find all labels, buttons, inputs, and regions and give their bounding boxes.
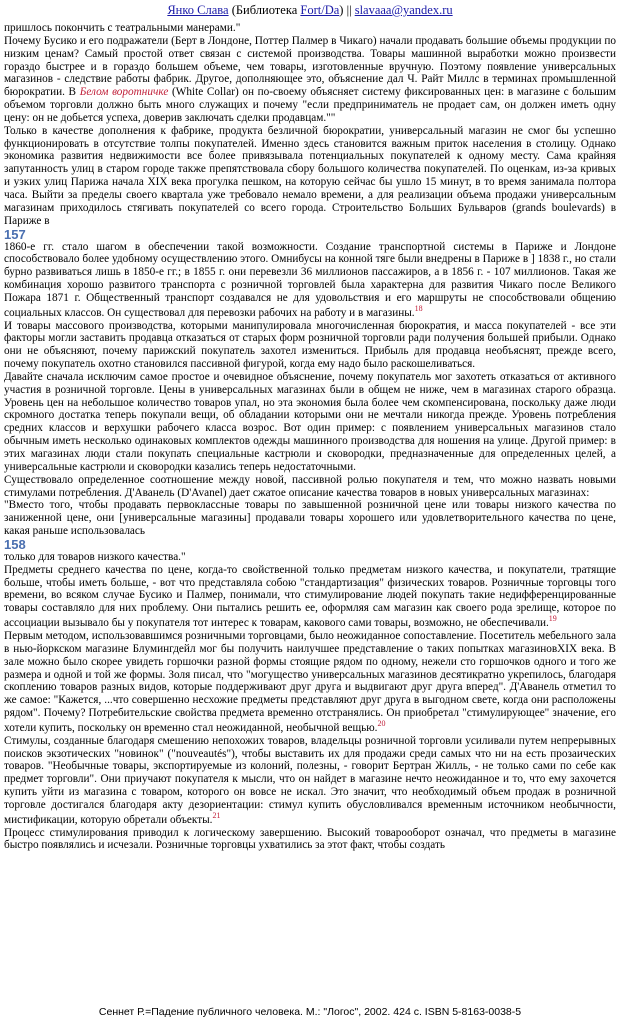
page-number-157: 157	[4, 226, 26, 242]
paragraph-text: Стимулы, созданные благодаря смешению непохожих товаров, владельцы розничной торговли усиливали путем непрерывных поисков экзотических "новинок" ("nouveautés"), чтобы выставить их для продажи среди самых что ни на есть прозаических товаров. "Необычные товары, экспортируемые из колоний, полезны, - говорит Бертран Жилль, - не только сами по себе как предмет торговли". Они приучают покупателя к мысли, что он найдет в магазине нечто неожиданное и то, что ему захочется купить уйти из магазина с товаром, которого он вовсе не искал. Это значит, что необходимый объем продаж в розничной торговле достигался благодаря акту дезориентации: стимул купить обусловливался временным источником необычности, мистификации, которую обретали объекты.	[4, 734, 616, 826]
footnote-21-link[interactable]: 21	[212, 810, 221, 820]
paragraph: И товары массового производства, которыми манипулировала многочисленная бюрократия, и масса покупателей - все эти факторы могли заставить продавца отказаться от старых форм розничной торговли ради получения большей прибыли. Однако они не объясняют, почему парижский покупатель захотел измениться. Прибыль для продавца необъяснят, прежде всего, почему покупатель охотно становился пассивной фигурой, когда ему надо было раскошеливаться.	[4, 319, 616, 371]
document-body	[4, 22, 616, 852]
library-open-text: (Библиотека	[228, 3, 301, 17]
library-close-text: ) ||	[339, 3, 355, 17]
page-header	[0, 2, 620, 18]
footnote-19-link[interactable]: 19	[548, 614, 557, 624]
paragraph: Процесс стимулирования приводил к логическому завершению. Высокий товарооборот означал, что предметы в магазине быстро появлялись и исчезали. Розничные торговцы ухватились за этот факт, чтобы создать	[4, 826, 616, 852]
paragraph	[4, 630, 616, 735]
book-title-link[interactable]: Белом воротничке	[79, 86, 169, 99]
quote-paragraph: "Вместо того, чтобы продавать первоклассные товары по завышенной розничной цене или товары низкого качества по заниженной цене, они [универсальные магазины] продавали товары хорошего или удовлетворительного качества по цене, какая раньше использовалась	[4, 499, 616, 538]
paragraph: Давайте сначала исключим самое простое и очевидное объяснение, почему покупатель мог захотеть отказаться от активного участия в розничной торговле. Цены в универсальных магазинах были в общем не ниже, чем в магазинах старого образца. Уровень цен на небольшое количество товаров упал, но эта экономия была более чем скомпенсирована, поскольку даже люди скромного достатка теперь покупали вещи, об обладании которыми они не мечтали никогда прежде. Уровень потребления средних классов и верхушки рабочего класса возрос. Вот один пример: с появлением универсальных магазинов стало обычным иметь несколько одинаковых комплектов одежды машинного производства для ношения на улице. Другой пример: в этих магазинах люди стали покупать специальные кастрюли и сковородки, предназначенные для определенных целей, а универсальные кастрюли и сковородки казались теперь недостаточными.	[4, 370, 616, 473]
paragraph-text: Почему Бусико и его подражатели (Берт в Лондоне, Поттер Палмер в Чикаго) начали продавать большие объемы продукции по низким ценам? Самый простой ответ связан с системой производства. Товары машинной выработки можно произвести гораздо быстрее и в гораздо большем объеме, чем товары, изготовленные вручную. Поэтому появление универсальных магазинов - следствие работы фабрик. Другое, дополняющее это, объяснение дал Ч. Райт Миллс в терминах промышленной бюрократии. В	[4, 34, 616, 99]
paragraph-text: 1860-е гг. стало шагом в обеспечении такой возможности. Создание транспортной системы в Париже и Лондоне способствовало более удобному осуществлению этого. Омнибусы на конной тяге были внедрены в Париже в ] 1838 г., но стали бурно развиваться лишь в 1850-е гг.; в 1855 г. они перевезли 36 миллионов пассажиров, а в 1856 г. - 107 миллионов. Такая же комбинация хорошо развитого транспорта с розничной торговлей была характерна для развития Чикаго после Великого Пожара 1871 г. Общественный транспорт создавался не для удовольствия и его маршруты не способствовали общению социальных классов. Он существовал для перевозки рабочих на работу и в магазины.	[4, 240, 616, 319]
footnote-20-link[interactable]: 20	[377, 718, 386, 728]
page-number-158: 158	[4, 536, 26, 552]
paragraph	[4, 241, 616, 320]
paragraph-text: Предметы среднего качества по цене, когда-то свойственной только предметам низкого качества, и покупатели, тратящие больше, чтобы иметь больше, - вот что представляла собою "стандартизация" физических товаров. Розничные торговцы того времени, во всяком случае Бусико и Палмер, понимали, что стимулирование людей покупать такие недифференцированные товары составляло для них проблему. Они пытались решить ее, оформляя сам магазин как своего рода зрелище, которое по ассоциации вызывало бы у покупателя тот интерес к товарам, какового сами товары, возможно, не обеспечивали.	[4, 563, 616, 630]
paragraph: только для товаров низкого качества."	[4, 550, 186, 563]
paragraph	[4, 35, 616, 125]
email-link[interactable]: slavaaa@yandex.ru	[354, 3, 453, 17]
paragraph: Только в качестве дополнения к фабрике, продукта безличной бюрократии, универсальный магазин не смог бы успешно функционировать в отсутствие толпы покупателей. Именно здесь становится важным приток населения в столицу. Однако экономика развития недвижимости все более привязывала потенциальных покупателей к одному месту. Сама крайняя запутанность улиц в старом городе также препятствовала сбору большого количества покупателей. По оценкам, из-за кривых и узких улиц Парижа начала XIX века прогулка пешком, на которую сейчас бы ушло 15 минут, в то время занимала полтора часа. Выйти за пределы своего квартала уже требовало немало времени, а для реализации объема продажи универсальным магазинам приходилось стягивать покупателей со всего города. Строительство Больших Бульваров (grands boulevards) в Париже в	[4, 124, 616, 227]
paragraph: пришлось покончить с театральными манерами."	[4, 22, 241, 34]
paragraph	[4, 564, 616, 630]
paragraph	[4, 735, 616, 827]
paragraph-text: Первым методом, использовавшимся розничными торговцами, было неожиданное сопоставление. Посетитель мебельного зала в нью-йоркском магазине Блумингдейл мог бы получить наилучшее представление о таких попытках магазиновXIX века. В зале можно было скорее увидеть горшочки разной формы стоящие рядом по одному, нежели сто горшочков одного и того же размера и одной и той же формы. Золя писал, что "могущество универсальных магазинов десятикратно укрепилось, благодаря скоплению товаров разных видов, которые поддерживают друг друга и выдвигают друг друга вперед". Д'Аванель отметил то же самое: "Кажется, ...что совершенно несхожие предметы представляют друг друга в выгодном свете, когда они расположены рядом". Почему? Потребительские свойства предмета временно отстранялись. Он приобретал "стимулирующее" значение, его хотели купить, поскольку он временно стал неожиданной, необычной вещью.	[4, 629, 616, 734]
library-link[interactable]: Fort/Da	[300, 3, 340, 17]
author-link[interactable]: Янко Слава	[167, 3, 229, 17]
paragraph-text: (White Collar) он по-своему объясняет систему фиксированных цен: в магазине с большим объемом торговли должно быть много служащих и почему "если предприниматель не продает сам, он должен иметь одну цену: он не добьется успеха, доверив заключать сделки продавцам.""	[4, 86, 616, 124]
footnote-18-link[interactable]: 18	[414, 303, 423, 313]
paragraph: Существовало определенное соотношение между новой, пассивной ролью покупателя и тем, что можно назвать новыми стимулами потребления. Д'Аванель (D'Avanel) дает сжатое описание качества товаров в новых универсальных магазинах:	[4, 473, 616, 499]
page-footer: Сеннет Р.=Падение публичного человека. М.: "Логос", 2002. 424 с. ISBN 5-8163-0038-5	[98, 1006, 522, 1018]
